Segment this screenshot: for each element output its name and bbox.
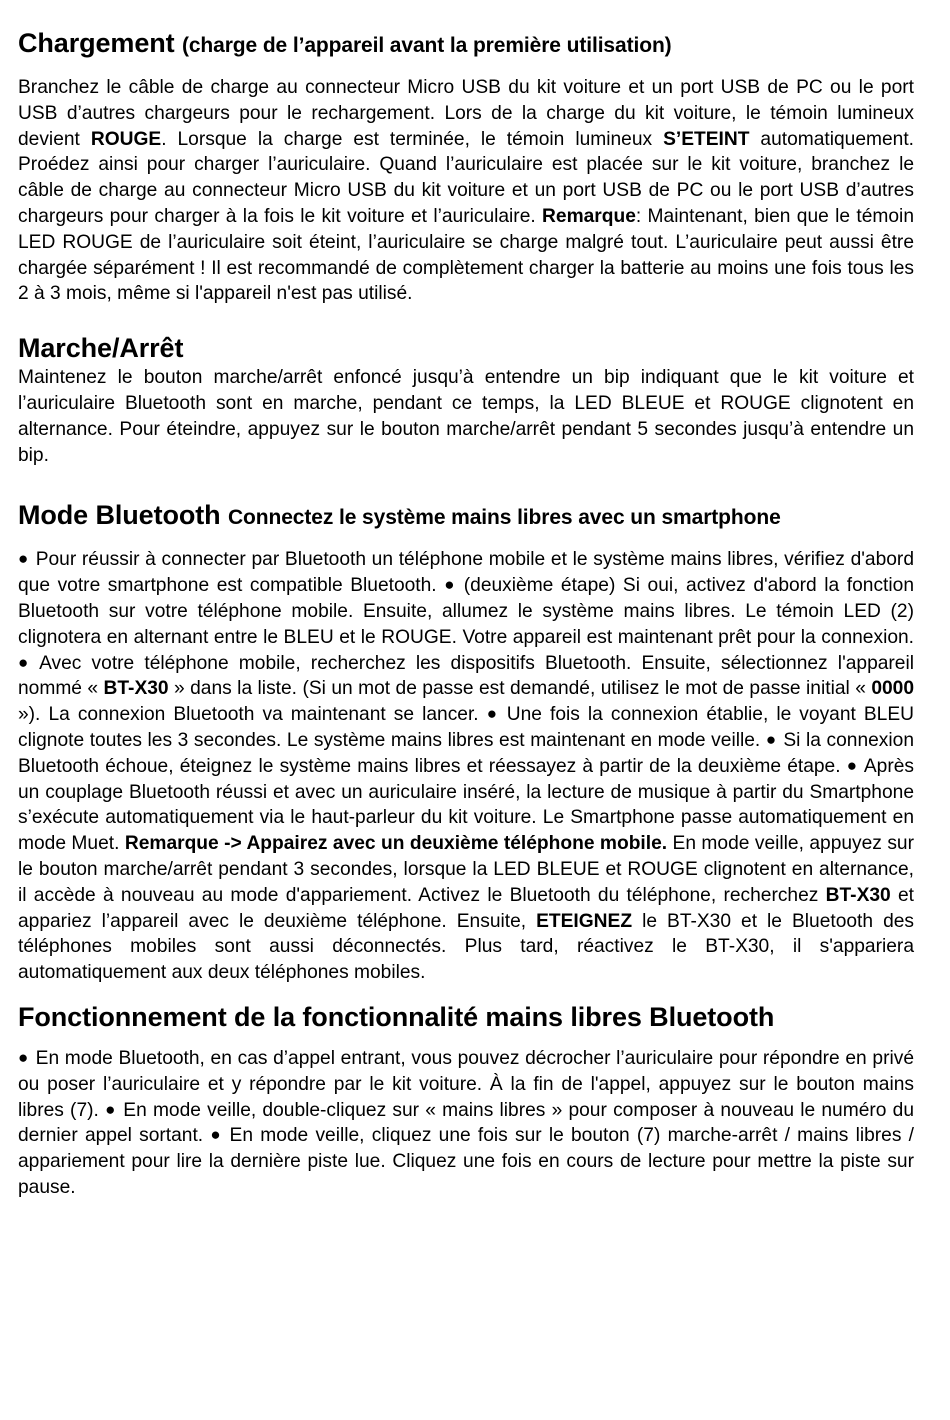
text-run: (deuxième étape) Si oui, activez d'abord la fonction Bluetooth sur votre téléphone mobile. Ensuite, allumez le système mains libres. Le témoin LED (2) clignotera en alternant entre le BLEU et le ROUGE. Votre appareil est maintenant prêt pour la connexion.: [18, 575, 914, 648]
charging-paragraph: [18, 75, 914, 307]
text-run: » dans la liste. (Si un mot de passe est demandé, utilisez le mot de passe initial «: [168, 678, 872, 700]
bullet-icon: ●: [18, 1047, 29, 1067]
bluetooth-paragraph: [18, 547, 914, 986]
heading-title: Mode Bluetooth: [18, 500, 221, 531]
section-heading-bluetooth: [18, 498, 914, 535]
bold-text: Remarque -> Appairez avec un deuxième téléphone mobile.: [124, 833, 668, 855]
section-bluetooth-mode: [18, 498, 914, 986]
bullet-icon: ●: [105, 1099, 116, 1119]
bullet-icon: ●: [210, 1125, 221, 1145]
heading-subtitle: (charge de l’appareil avant la première utilisation): [181, 34, 672, 57]
text-run: automatiquement. Proédez ainsi pour charger l’auriculaire. Quand l’auriculaire est placée sur le kit voiture, branchez le câble de charge au connecteur Micro USB du kit voiture et un port USB de PC ou le port USB d’autres chargeurs pour charger à la fois le kit voiture et l’auriculaire.: [18, 128, 914, 227]
section-heading-power: Marche/Arrêt: [18, 333, 184, 364]
bullet-icon: ●: [18, 652, 29, 672]
text-run: . Lorsque la charge est terminée, le témoin lumineux: [161, 128, 664, 150]
bullet-icon: ●: [444, 575, 455, 595]
bullet-icon: ●: [18, 549, 29, 569]
bullet-icon: ●: [846, 755, 858, 775]
bullet-icon: ●: [765, 729, 777, 749]
bold-text: 0000: [871, 678, 914, 700]
heading-title: Chargement: [18, 28, 175, 58]
bold-text: BT-X30: [825, 884, 891, 906]
text-run: »). La connexion Bluetooth va maintenant se lancer.: [18, 704, 487, 726]
text-run: Pour réussir à connecter par Bluetooth un téléphone mobile et le système mains libres, vérifiez d'abord que votre smartphone est compatible Bluetooth.: [18, 549, 914, 597]
text-run: En mode veille, double-cliquez sur « mains libres » pour composer à nouveau le numéro du dernier appel sortant.: [18, 1099, 915, 1147]
text-run: En mode veille, cliquez une fois sur le bouton (7) marche-arrêt / mains libres / appariement pour lire la dernière piste lue. Cliquez une fois en cours de lecture pour mettre la piste sur pause.: [18, 1125, 914, 1198]
text-run: En mode veille, appuyez sur le bouton marche/arrêt pendant 3 secondes, lorsque la LED BLEUE et ROUGE clignotent en alternance, il accède à nouveau au mode d'appariement. Activez le Bluetooth du téléphone, recherchez: [18, 833, 914, 906]
bold-text: ETEIGNEZ: [536, 910, 633, 932]
section-power: [18, 331, 914, 468]
text-run: Branchez le câble de charge au connecteur Micro USB du kit voiture et un port USB de PC ou le port USB d’autres chargeurs pour le rechargement. Lors de la charge du kit voiture, le témoin lumineux devient: [18, 77, 914, 150]
section-handsfree: [18, 1000, 914, 1201]
bold-text: ROUGE: [90, 128, 162, 150]
power-paragraph: Maintenez le bouton marche/arrêt enfoncé jusqu’à entendre un bip indiquant que le kit voiture et l’auriculaire Bluetooth sont en marche, pendant ce temps, la LED BLEUE et ROUGE clignotent en alternance. Pour éteindre, appuyez sur le bouton marche/arrêt pendant 5 secondes jusqu’à entendre un bip.: [18, 367, 914, 466]
text-run: Avec votre téléphone mobile, recherchez les dispositifs Bluetooth. Ensuite, sélectionnez l'appareil nommé «: [18, 652, 914, 700]
bold-text: Remarque: [542, 205, 636, 227]
heading-subtitle: Connectez le système mains libres avec un smartphone: [227, 506, 781, 530]
bold-text: BT-X30: [103, 678, 169, 700]
bold-text: S’ETEINT: [663, 128, 750, 150]
text-run: et appariez l’appareil avec le deuxième téléphone. Ensuite,: [18, 884, 914, 932]
section-heading-charging: [18, 26, 914, 63]
section-heading-handsfree: Fonctionnement de la fonctionnalité mains libres Bluetooth: [18, 1001, 775, 1032]
text-run: Si la connexion Bluetooth échoue, éteignez le système mains libres et réessayez à partir de la deuxième étape.: [18, 729, 914, 777]
text-run: : Maintenant, bien que le témoin LED ROUGE de l’auriculaire soit éteint, l’auriculaire se charge malgré tout. L’auriculaire peut aussi être chargée séparément ! Il est recommandé de complètement charger la batterie au moins une fois tous les 2 à 3 mois, même si l'appareil n'est pas utilisé.: [18, 205, 914, 305]
bullet-icon: ●: [486, 704, 497, 724]
text-run: le BT-X30 et le Bluetooth des téléphones mobiles sont aussi déconnectés. Plus tard, réactivez le BT-X30, il s'appariera automatiquement aux deux téléphones mobiles.: [18, 910, 915, 984]
handsfree-paragraph: [18, 1046, 914, 1201]
text-run: Après un couplage Bluetooth réussi et avec un auriculaire inséré, la lecture de musique à partir du Smartphone s’exécute automatiquement via le haut-parleur du kit voiture. Le Smartphone passe automatiquement en mode Muet.: [18, 755, 914, 855]
section-charging: [18, 26, 914, 307]
text-run: Une fois la connexion établie, le voyant BLEU clignote toutes les 3 secondes. Le système mains libres est maintenant en mode veille.: [18, 704, 915, 751]
text-run: En mode Bluetooth, en cas d’appel entrant, vous pouvez décrocher l’auriculaire pour répondre en privé ou poser l’auriculaire et y répondre par le kit voiture. À la fin de l'appel, appuyez sur le bouton mains libres (7).: [18, 1047, 914, 1121]
